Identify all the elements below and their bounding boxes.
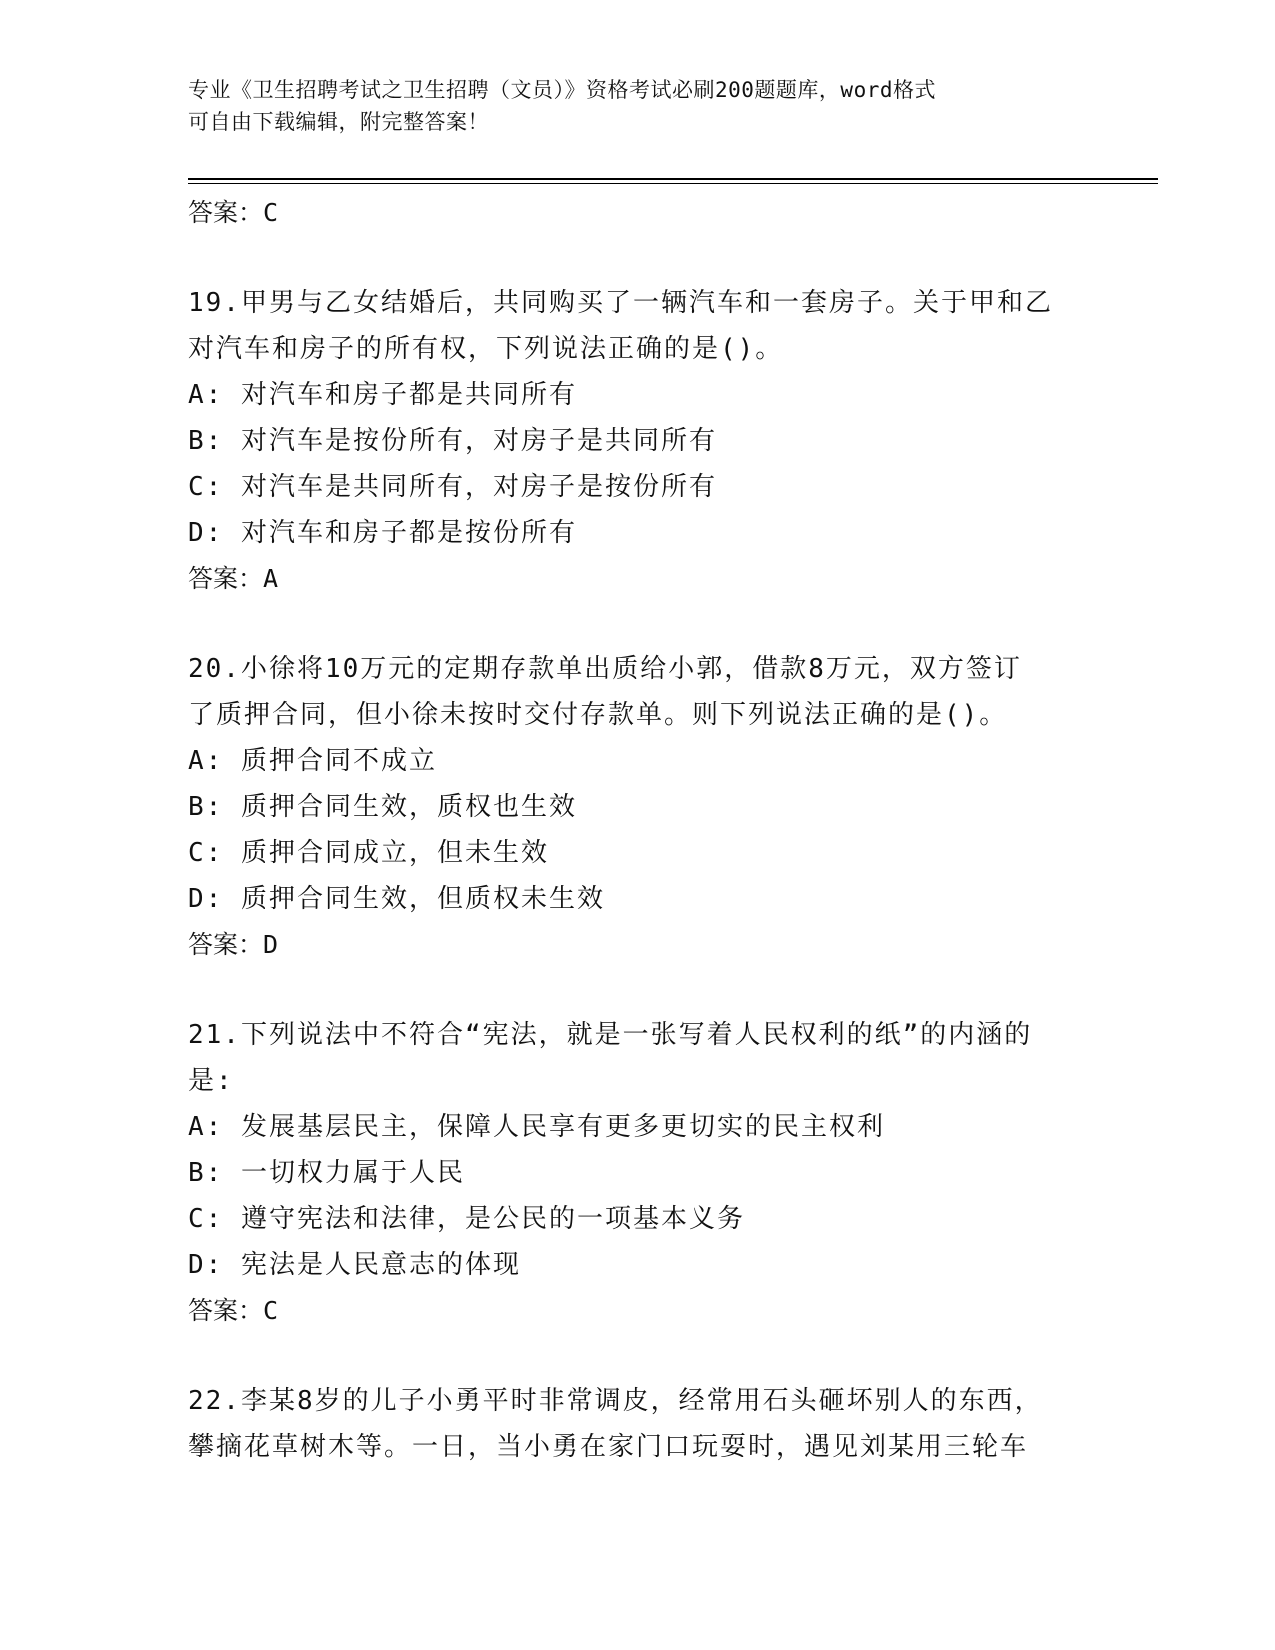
question-stem-line: 攀摘花草树木等。一日，当小勇在家门口玩耍时，遇见刘某用三轮车 (188, 1432, 1029, 1462)
answer-line (188, 1288, 1088, 1334)
question-stem-line: 21.下列说法中不符合“宪法，就是一张写着人民权利的纸”的内涵的 (188, 1020, 1033, 1050)
header-line-2: 可自由下载编辑，附完整答案！ (188, 110, 489, 134)
answer-line (188, 922, 1088, 968)
option-a: A: 发展基层民主，保障人民享有更多更切实的民主权利 (188, 1112, 885, 1142)
question-stem-line: 对汽车和房子的所有权，下列说法正确的是()。 (188, 334, 784, 364)
document-header (188, 74, 1068, 138)
option-d: D: 对汽车和房子都是按份所有 (188, 518, 577, 548)
answer-value: D (263, 930, 279, 959)
question-stem-line: 22.李某8岁的儿子小勇平时非常调皮，经常用石头砸坏别人的东西， (188, 1386, 1043, 1416)
answer-value: A (263, 564, 279, 593)
answer-label: 答案： (188, 564, 264, 593)
option-b: B: 对汽车是按份所有，对房子是共同所有 (188, 426, 717, 456)
answer-label: 答案： (188, 198, 264, 227)
option-c: C: 遵守宪法和法律，是公民的一项基本义务 (188, 1204, 745, 1234)
option-b: B: 质押合同生效，质权也生效 (188, 792, 577, 822)
question-stem-line: 了质押合同，但小徐未按时交付存款单。则下列说法正确的是()。 (188, 700, 1008, 730)
answer-line (188, 556, 1088, 602)
option-a: A: 质押合同不成立 (188, 746, 437, 776)
question-19 (188, 280, 1088, 602)
question-22 (188, 1378, 1088, 1470)
question-stem-line: 是: (188, 1066, 234, 1096)
spacer (188, 602, 1088, 646)
answer-value: C (263, 1296, 279, 1325)
question-stem-line: 19.甲男与乙女结婚后，共同购买了一辆汽车和一套房子。关于甲和乙 (188, 288, 1053, 318)
document-body (188, 190, 1088, 1470)
header-line-1: 专业《卫生招聘考试之卫生招聘（文员）》资格考试必刷200题题库，word格式 (188, 78, 936, 102)
question-stem-line: 20.小徐将10万元的定期存款单出质给小郭，借款8万元，双方签订 (188, 654, 1022, 684)
option-a: A: 对汽车和房子都是共同所有 (188, 380, 577, 410)
answer-line (188, 190, 1088, 236)
spacer (188, 236, 1088, 280)
option-d: D: 宪法是人民意志的体现 (188, 1250, 521, 1280)
header-divider-thin (188, 183, 1158, 184)
answer-label: 答案： (188, 930, 264, 959)
option-b: B: 一切权力属于人民 (188, 1158, 465, 1188)
option-c: C: 质押合同成立，但未生效 (188, 838, 549, 868)
header-divider-thick (188, 178, 1158, 180)
spacer (188, 968, 1088, 1012)
option-c: C: 对汽车是共同所有，对房子是按份所有 (188, 472, 717, 502)
question-20 (188, 646, 1088, 968)
question-21 (188, 1012, 1088, 1334)
answer-value: C (263, 198, 279, 227)
answer-label: 答案： (188, 1296, 264, 1325)
option-d: D: 质押合同生效，但质权未生效 (188, 884, 605, 914)
spacer (188, 1334, 1088, 1378)
